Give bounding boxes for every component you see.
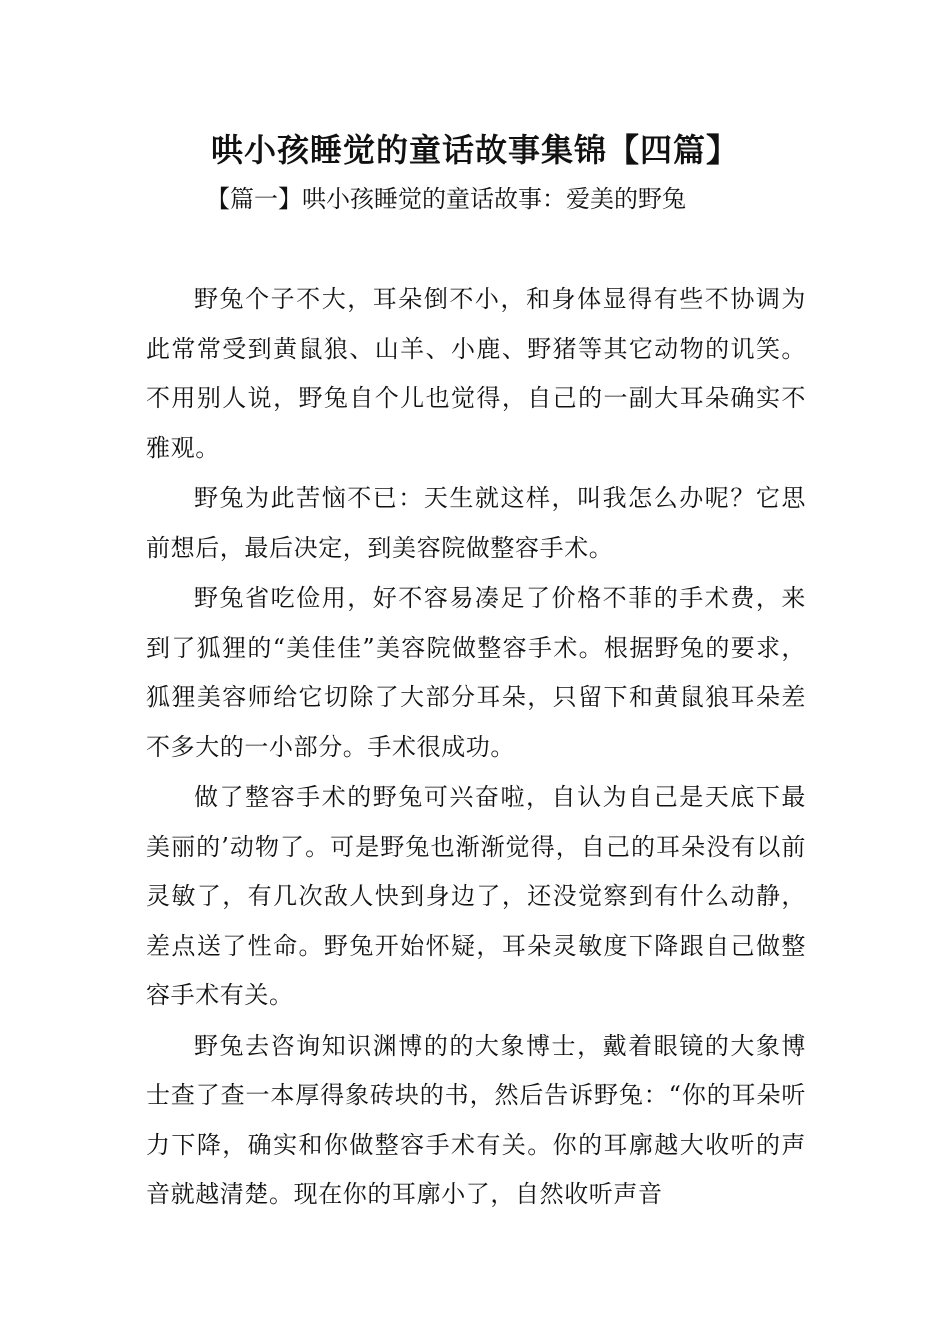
paragraph: 野兔个子不大，耳朵倒不小，和身体显得有些不协调为此常常受到黄鼠狼、山羊、小鹿、野猪等其它动物的讥笑。不用别人说，野兔自个儿也觉得，自己的一副大耳朵确实不雅观。 (146, 285, 806, 462)
chapter-heading: 【篇一】哄小孩睡觉的童话故事：爱美的野兔 (206, 185, 686, 213)
paragraph: 野兔省吃俭用，好不容易凑足了价格不菲的手术费，来到了狐狸的“美佳佳”美容院做整容手术。根据野兔的要求，狐狸美容师给它切除了大部分耳朵，只留下和黄鼠狼耳朵差不多大的一小部分。手术很成功。 (146, 584, 806, 761)
paragraph: 做了整容手术的野兔可兴奋啦，自认为自己是天底下最美丽的’动物了。可是野兔也渐渐觉得，自己的耳朵没有以前灵敏了，有几次敌人快到身边了，还没觉察到有什么动静，差点送了性命。野兔开始怀疑，耳朵灵敏度下降跟自己做整容手术有关。 (146, 783, 806, 1009)
paragraph: 野兔去咨询知识渊博的的大象博士，戴着眼镜的大象博士查了查一本厚得象砖块的书，然后告诉野兔：“你的耳朵听力下降，确实和你做整容手术有关。你的耳廓越大收听的声音就越清楚。现在你的耳廓小了，自然收听声音 (146, 1031, 806, 1208)
document-title: 哄小孩睡觉的童话故事集锦【四篇】 (210, 131, 739, 169)
paragraph: 野兔为此苦恼不已：天生就这样，叫我怎么办呢？它思前想后，最后决定，到美容院做整容手术。 (146, 484, 806, 562)
story-body (146, 275, 806, 1221)
